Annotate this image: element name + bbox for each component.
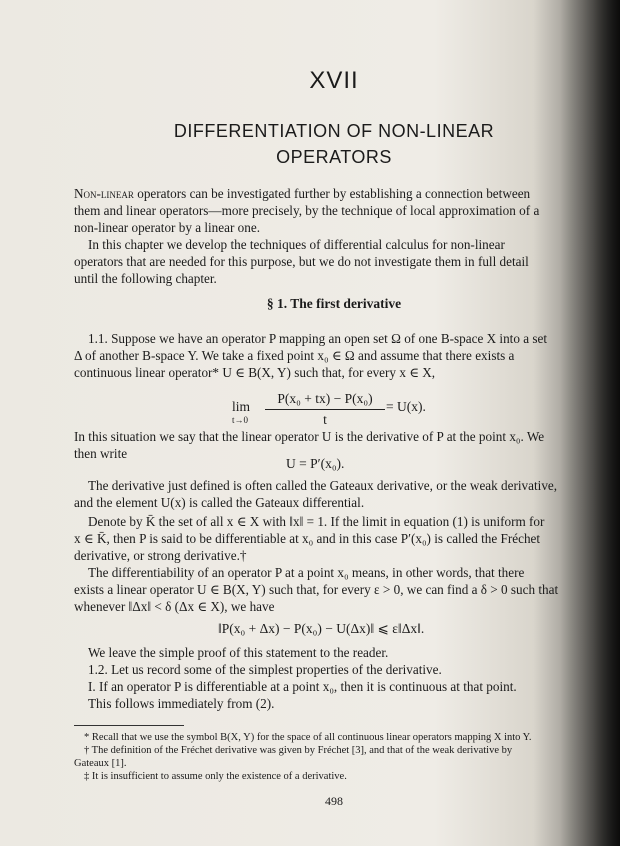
chapter-title [0,118,620,170]
para-diff-line1: The differentiability of an operator P at a point x₀ means, in other words, that there [88,565,525,580]
eq1-denominator: t [323,412,327,427]
para-def-line2: then write [74,446,128,461]
chapter-title-line2: OPERATORS [276,147,392,167]
para-end-line1: We leave the simple proof of this statement to the reader. [88,645,389,660]
para-1-1-line3: continuous linear operator* U ∈ B(X, Y) such that, for every x ∈ X, [74,365,436,380]
eq1-fraction [265,391,385,428]
para-frechet-line3: derivative, or strong derivative.† [74,548,247,563]
eq1-lim-sub: t→0 [232,415,249,425]
para-1-1-line1: 1.1. Suppose we have an operator P mapping an open set Ω of one B-space X into a set [88,331,548,346]
para-end-line3: I. If an operator P is differentiable at a point x₀, then it is continuous at that point. [88,679,517,694]
chapter-number: XVII [309,67,359,94]
para-def-line1: In this situation we say that the linear operator U is the derivative of P at the point x₀. We [74,429,545,444]
footnote-3: ‡ It is insufficient to assume only the existence of a derivative. [84,771,347,782]
intro-line3: non-linear operator by a linear one. [74,220,261,235]
footnote-1: * Recall that we use the symbol B(X, Y) for the space of all continuous linear operators mapping X into Y. [84,732,532,743]
footnote-2b: Gateaux [1]. [74,758,127,769]
chapter-title-line1: DIFFERENTIATION OF NON-LINEAR [173,121,495,141]
page-number: 498 [325,794,343,808]
para-gateaux-line2: and the element U(x) is called the Gateaux differential. [74,495,365,510]
para-end-line4: This follows immediately from (2). [88,696,275,711]
binding-shadow [560,0,620,846]
para-diff-line3: whenever ‖Δx‖ < δ (Δx ∈ X), we have [74,599,275,614]
para-frechet-line1: Denote by K̄ the set of all x ∈ X with ‖x‖ = 1. If the limit in equation (1) is uniform for [88,514,545,529]
eq1-lim: lim [232,399,251,414]
footnote-2a: † The definition of the Fréchet derivative was given by Fréchet [3], and that of the weak derivative by [84,745,513,756]
para-frechet-line2: x ∈ K̄, then P is said to be differentiable at x₀ and in this case P′(x₀) is called the Fréchet [74,531,541,546]
intro-line1 [74,186,614,203]
intro-line4: In this chapter we develop the techniques of differential calculus for non-linear [88,237,505,252]
section-heading: § 1. The first derivative [266,296,402,311]
para-gateaux-line1: The derivative just defined is often called the Gateaux derivative, or the weak derivative, [88,478,558,493]
intro-line1-rest: operators can be investigated further by establishing a connection between [133,186,531,201]
intro-small-caps: Non-linear [74,186,134,201]
intro-line6: until the following chapter. [74,271,217,286]
footnote-rule [74,725,184,726]
para-1-1-line2: Δ of another B-space Y. We take a fixed point x₀ ∈ Ω and assume that there exists a [74,348,515,363]
intro-line2: them and linear operators—more precisely, by the technique of local approximation of a [74,203,540,218]
para-diff-line2: exists a linear operator U ∈ B(X, Y) such that, for every ε > 0, we can find a δ > 0 such that [74,582,559,597]
eq3: ‖P(x₀ + Δx) − P(x₀) − U(Δx)‖ ⩽ ε‖Δx‖. [218,621,425,636]
intro-line5: operators that are needed for this purpose, but we do not investigate them in full detail [74,254,529,269]
bleed-through-text [40,0,560,70]
eq2: U = P′(x₀). [286,456,345,471]
eq1-rhs: = U(x). [386,399,426,414]
para-end-line2: 1.2. Let us record some of the simplest properties of the derivative. [88,662,442,677]
eq1-numerator: P(x₀ + tx) − P(x₀) [265,391,385,410]
